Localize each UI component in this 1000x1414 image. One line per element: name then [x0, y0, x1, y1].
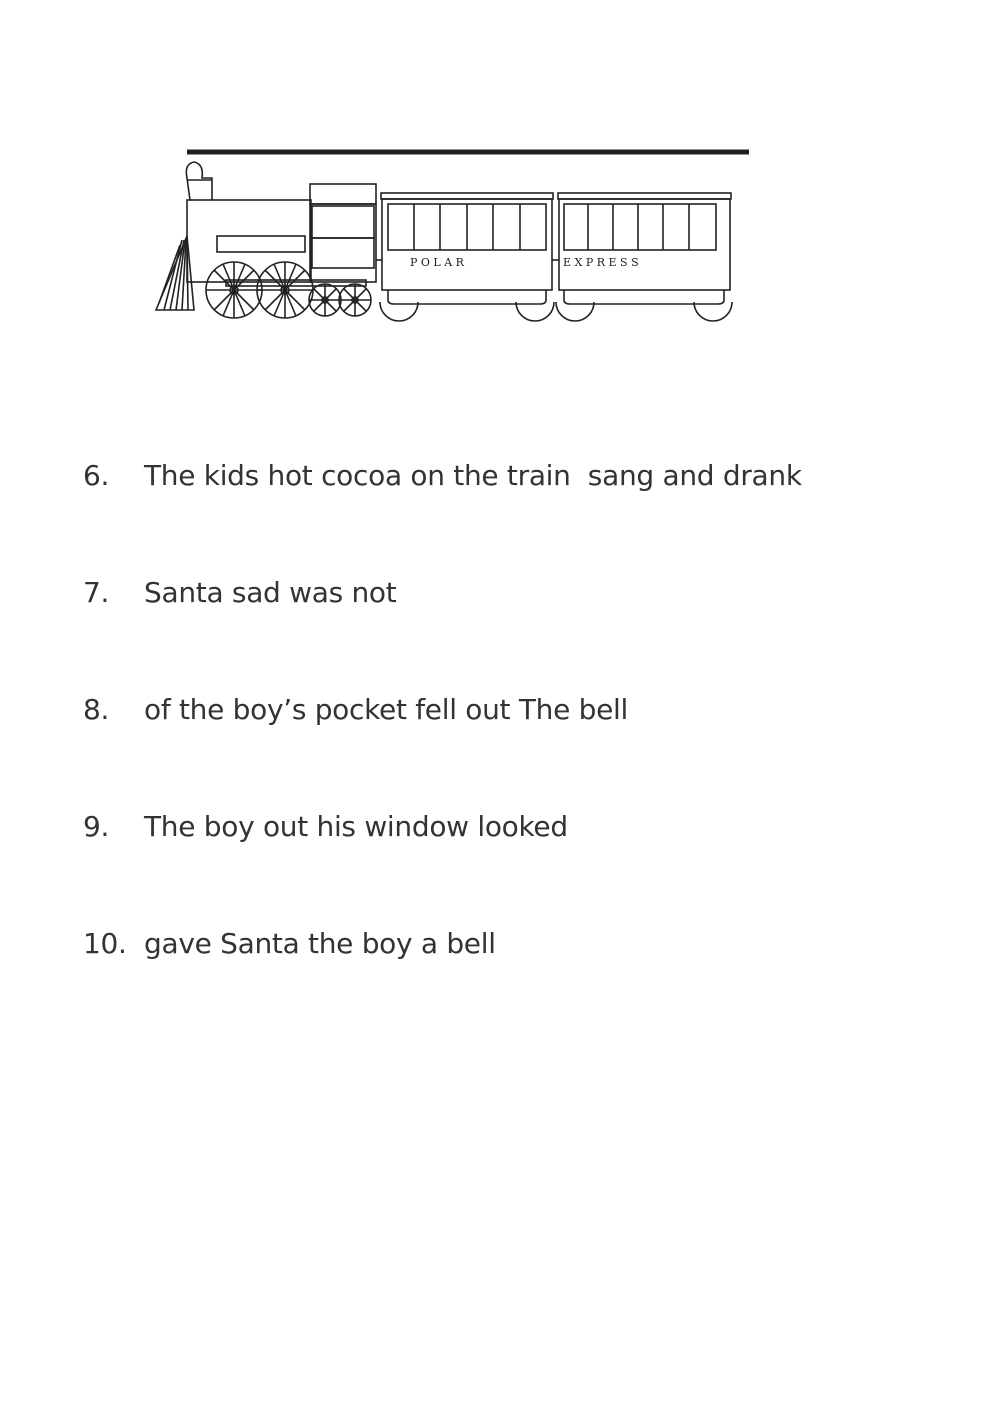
- item-number: 7.: [83, 576, 110, 609]
- item-text: gave Santa the boy a bell: [144, 927, 496, 960]
- driving-wheel-1: [206, 262, 262, 318]
- passenger-car-1: [380, 193, 554, 321]
- car-1-lettering: P O L A R: [410, 256, 464, 269]
- item-number: 8.: [83, 693, 110, 726]
- locomotive: [156, 162, 376, 318]
- item-text: Santa sad was not: [144, 576, 397, 609]
- driving-wheel-2: [257, 262, 313, 318]
- list-item: [83, 692, 628, 728]
- item-number: 6.: [83, 459, 110, 492]
- item-text: The kids hot cocoa on the train sang and drank: [144, 459, 802, 492]
- small-wheel-1: [309, 284, 341, 316]
- polar-express-train-illustration: [150, 140, 760, 325]
- item-text: The boy out his window looked: [144, 810, 568, 843]
- list-item: [83, 809, 568, 845]
- car-2-lettering: E X P R E S S: [563, 256, 639, 269]
- item-text: of the boy’s pocket fell out The bell: [144, 693, 628, 726]
- list-item: [83, 458, 802, 494]
- list-item: [83, 926, 496, 962]
- list-item: [83, 575, 396, 611]
- item-number: 10.: [83, 927, 127, 960]
- item-number: 9.: [83, 810, 110, 843]
- small-wheel-2: [339, 284, 371, 316]
